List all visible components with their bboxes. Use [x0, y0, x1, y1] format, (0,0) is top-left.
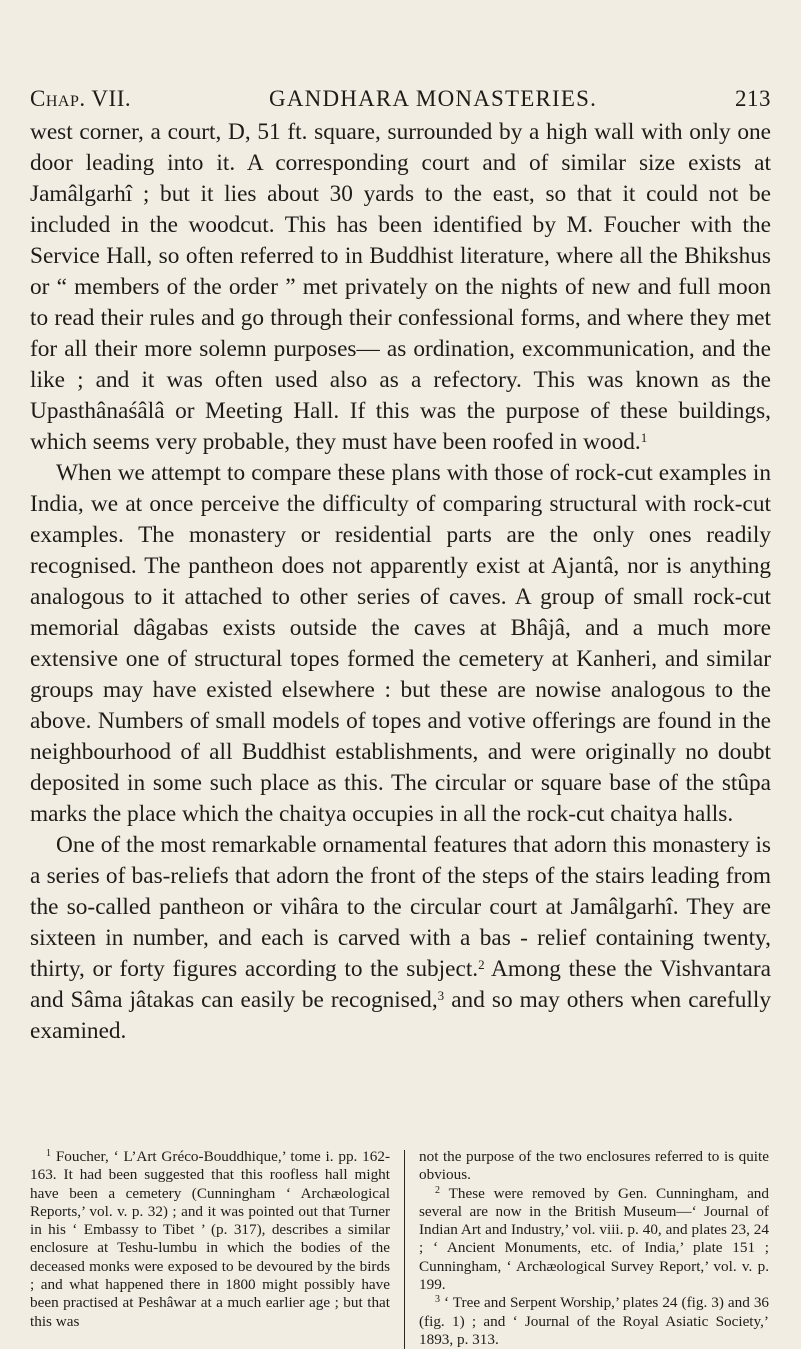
running-head — [30, 86, 771, 112]
paragraph-1 — [30, 117, 771, 458]
page-number: 213 — [735, 86, 771, 111]
paragraph-3-text-c: and so may others when carefully examined. — [30, 987, 771, 1044]
paragraph-3 — [30, 830, 771, 1047]
footnote-ref-1: 1 — [640, 430, 648, 445]
paragraph-3-text-a: One of the most remarkable ornamental features that adorn this monastery is a series of bas-reliefs that adorn the front of the steps of the stairs leading from the so-called pantheon or vihâra to the circular court at Jamâlgarhî. They are sixteen in number, and each is carved with a bas - relief containing twenty, thirty, or forty figures according to the subject. — [30, 832, 771, 982]
footnote-1-text: Foucher, ‘ L’Art Gréco-Bouddhique,’ tome i. pp. 162-163. It had been suggested that this roofless hall might have been a cemetery (Cunningham ‘ Archæological Reports,’ vol. v. p. 32) ; and it was pointed out that Turner in his ‘ Embassy to Tibet ’ (p. 317), describes a similar enclosure at Teshu-lumbu in which the bodies of the deceased monks were exposed to be devoured by the birds ; and what happened there in 1800 might possibly have been practised at Peshâwar at a much earlier age ; but that this was — [30, 1148, 390, 1330]
footnote-column-divider — [404, 1150, 405, 1349]
page-title: GANDHARA MONASTERIES. — [269, 86, 598, 111]
footnotes-left-column — [30, 1148, 390, 1349]
footnote-3-marker: 3 — [435, 1294, 440, 1306]
paragraph-1-text: west corner, a court, D, 51 ft. square, surrounded by a high wall with only one door leading into it. A corresponding court and of similar size exists at Jamâlgarhî ; but it lies about 30 yards to the east, so that it could not be included in the woodcut. This has been identified by M. Foucher with the Service Hall, so often referred to in Buddhist literature, where all the Bhikshus or “ members of the order ” met privately on the nights of new and full moon to read their rules and go through their confessional forms, and where they met for all their more solemn purposes— as ordination, excommunication, and the like ; and it was often used also as a refectory. This was known as the Upasthânaśâlâ or Meeting Hall. If this was the purpose of these buildings, which seems very probable, they must have been roofed in wood. — [30, 119, 771, 455]
footnote-2-text: These were removed by Gen. Cunningham, and several are now in the British Museum—‘ Journal of Indian Art and Industry,’ vol. viii. p. 40, and plates 23, 24 ; ‘ Ancient Monuments, etc. of India,’ plate 151 ; Cunningham, ‘ Archæological Survey Report,’ vol. v. p. 199. — [419, 1184, 769, 1294]
footnote-3 — [419, 1294, 769, 1349]
chapter-label: Chap. VII. — [30, 86, 132, 111]
footnote-1-continued: not the purpose of the two enclosures referred to is quite obvious. — [419, 1148, 769, 1184]
footnote-1 — [30, 1148, 390, 1331]
footnote-ref-3: 3 — [437, 988, 445, 1003]
footnote-3-text: ‘ Tree and Serpent Worship,’ plates 24 (fig. 3) and 36 (fig. 1) ; and ‘ Journal of the Royal Asiatic Society,’ 1893, p. 313. — [419, 1294, 770, 1348]
paragraph-2: When we attempt to compare these plans with those of rock-cut examples in India, we at once perceive the difficulty of comparing structural with rock-cut examples. The monastery or residential parts are the only ones readily recognised. The pantheon does not apparently exist at Ajantâ, nor is anything analogous to it attached to other series of caves. A group of small rock-cut memorial dâgabas exists outside the caves at Bhâjâ, and a much more extensive one of structural topes formed the cemetery at Kanheri, and similar groups may have existed elsewhere : but these are nowise analogous to the above. Numbers of small models of topes and votive offerings are found in the neighbourhood of all Buddhist establishments, and were originally no doubt deposited in some such place as this. The circular or square base of the stûpa marks the place which the chaitya occupies in all the rock-cut chaitya halls. — [30, 460, 771, 827]
footnote-ref-2: 2 — [478, 957, 485, 972]
footnote-1-marker: 1 — [46, 1148, 51, 1159]
footnotes — [30, 1148, 771, 1349]
paragraph-3-text-b: Among these the Vishvantara and Sâma jâtakas can easily be recognised, — [30, 956, 771, 1013]
body-text — [30, 117, 771, 1047]
footnote-2 — [419, 1185, 769, 1295]
footnotes-right-column — [419, 1148, 769, 1349]
footnote-2-marker: 2 — [435, 1184, 440, 1196]
